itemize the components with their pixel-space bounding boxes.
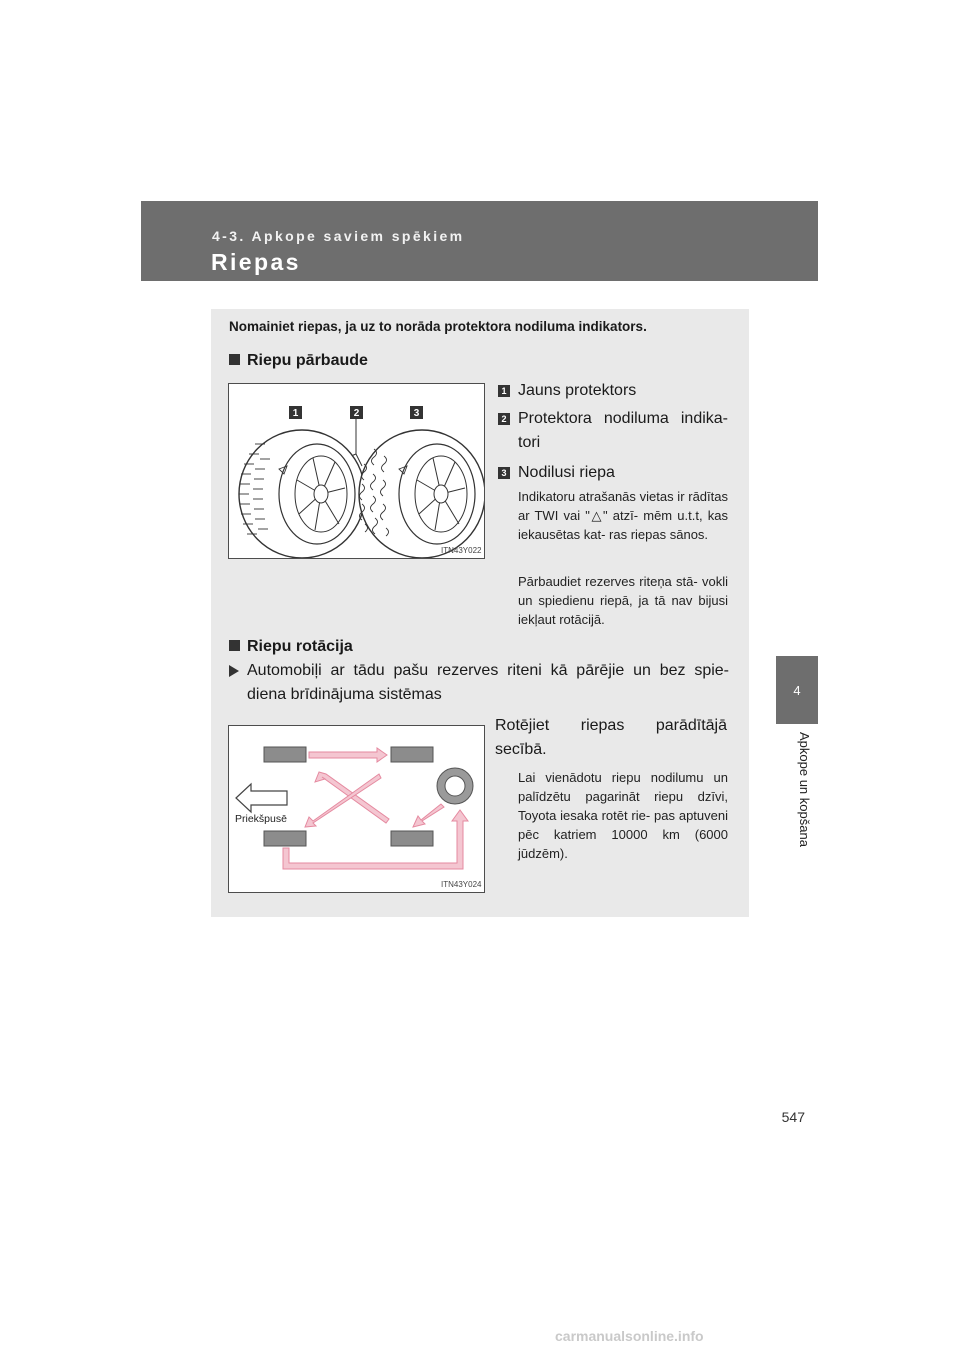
- legend-item-3: [498, 461, 728, 485]
- rotation-diagram: [229, 726, 484, 892]
- callout-1: [289, 406, 302, 419]
- check-heading: [229, 352, 368, 370]
- front-left-tire: [264, 747, 306, 762]
- front-label: Priekšpusē: [235, 813, 287, 825]
- legend-label-2: Protektora nodiluma indika- tori: [518, 410, 728, 451]
- twi-note: Indikatoru atrašanās vietas ir rādītas ar TWI vai "△" atzī- mēm u.t.t, kas iekausētas kat- ras riepas sānos.: [518, 489, 728, 542]
- watermark: carmanualsonline.info: [555, 1328, 704, 1344]
- legend-label-1: Jauns protektors: [518, 382, 637, 399]
- figure-code: ITN43Y022: [441, 546, 482, 555]
- rotation-figure: [228, 725, 485, 893]
- legend-number-1: 1: [498, 385, 510, 397]
- rotation-bullet-text: Automobiļi ar tādu pašu rezerves riteni kā pārējie un bez spie- diena brīdinājuma sistēmas: [247, 662, 729, 703]
- intro-text: Nomainiet riepas, ja uz to norāda protektora nodiluma indikators.: [229, 319, 647, 334]
- rear-right-tire: [391, 831, 433, 846]
- figure-code: ITN43Y024: [441, 880, 482, 889]
- chapter-header: [141, 201, 818, 281]
- rotation-heading-label: Riepu rotācija: [247, 638, 353, 655]
- chapter-tab: 4: [776, 656, 818, 724]
- tire-check-figure: [228, 383, 485, 559]
- front-right-tire: [391, 747, 433, 762]
- legend-label-3: Nodilusi riepa: [518, 464, 615, 481]
- page-title: Riepas: [211, 249, 301, 275]
- legend-number-3: 3: [498, 467, 510, 479]
- rotation-heading: [229, 638, 353, 656]
- rotation-arrow-fl-fr: [309, 748, 387, 762]
- svg-text:3: 3: [413, 408, 420, 419]
- rear-left-tire: [264, 831, 306, 846]
- spare-note: Pārbaudiet rezerves riteņa stā- vokli un spiedienu riepā, ja tā nav bijusi iekļaut rotācijā.: [518, 574, 728, 627]
- page-number: 547: [781, 1109, 805, 1125]
- square-bullet-icon: [229, 354, 240, 365]
- legend-item-1: [498, 379, 728, 403]
- check-heading-label: Riepu pārbaude: [247, 352, 368, 369]
- triangle-bullet-icon: [229, 665, 239, 677]
- rotation-instruction: Rotējiet riepas parādītājā secībā.: [495, 717, 727, 758]
- legend-item-2: [498, 407, 728, 455]
- callout-2: [350, 406, 363, 419]
- svg-text:2: 2: [353, 408, 360, 419]
- front-direction-arrow: [236, 784, 287, 812]
- worn-tire: [359, 430, 484, 558]
- svg-text:1: 1: [292, 408, 299, 419]
- new-tire: [239, 430, 365, 558]
- square-bullet-icon: [229, 640, 240, 651]
- rotation-arrow-spare-rr: [413, 804, 444, 827]
- tire-legend: [498, 379, 728, 485]
- chapter-tab-label: Apkope un kopšana: [797, 732, 812, 847]
- section-title: 4-3. Apkope saviem spēkiem: [212, 228, 465, 244]
- legend-number-2: 2: [498, 413, 510, 425]
- callout-3: [410, 406, 423, 419]
- tire-illustration: [229, 384, 484, 558]
- rotation-note: Lai vienādotu riepu nodilumu un palīdzētu pagarināt riepu dzīvi, Toyota iesaka rotēt rie- pas aptuveni pēc katriem 10000 km (6000 jūdzēm).: [518, 770, 728, 861]
- rotation-bullet: [229, 659, 729, 707]
- spare-tire: [437, 768, 473, 804]
